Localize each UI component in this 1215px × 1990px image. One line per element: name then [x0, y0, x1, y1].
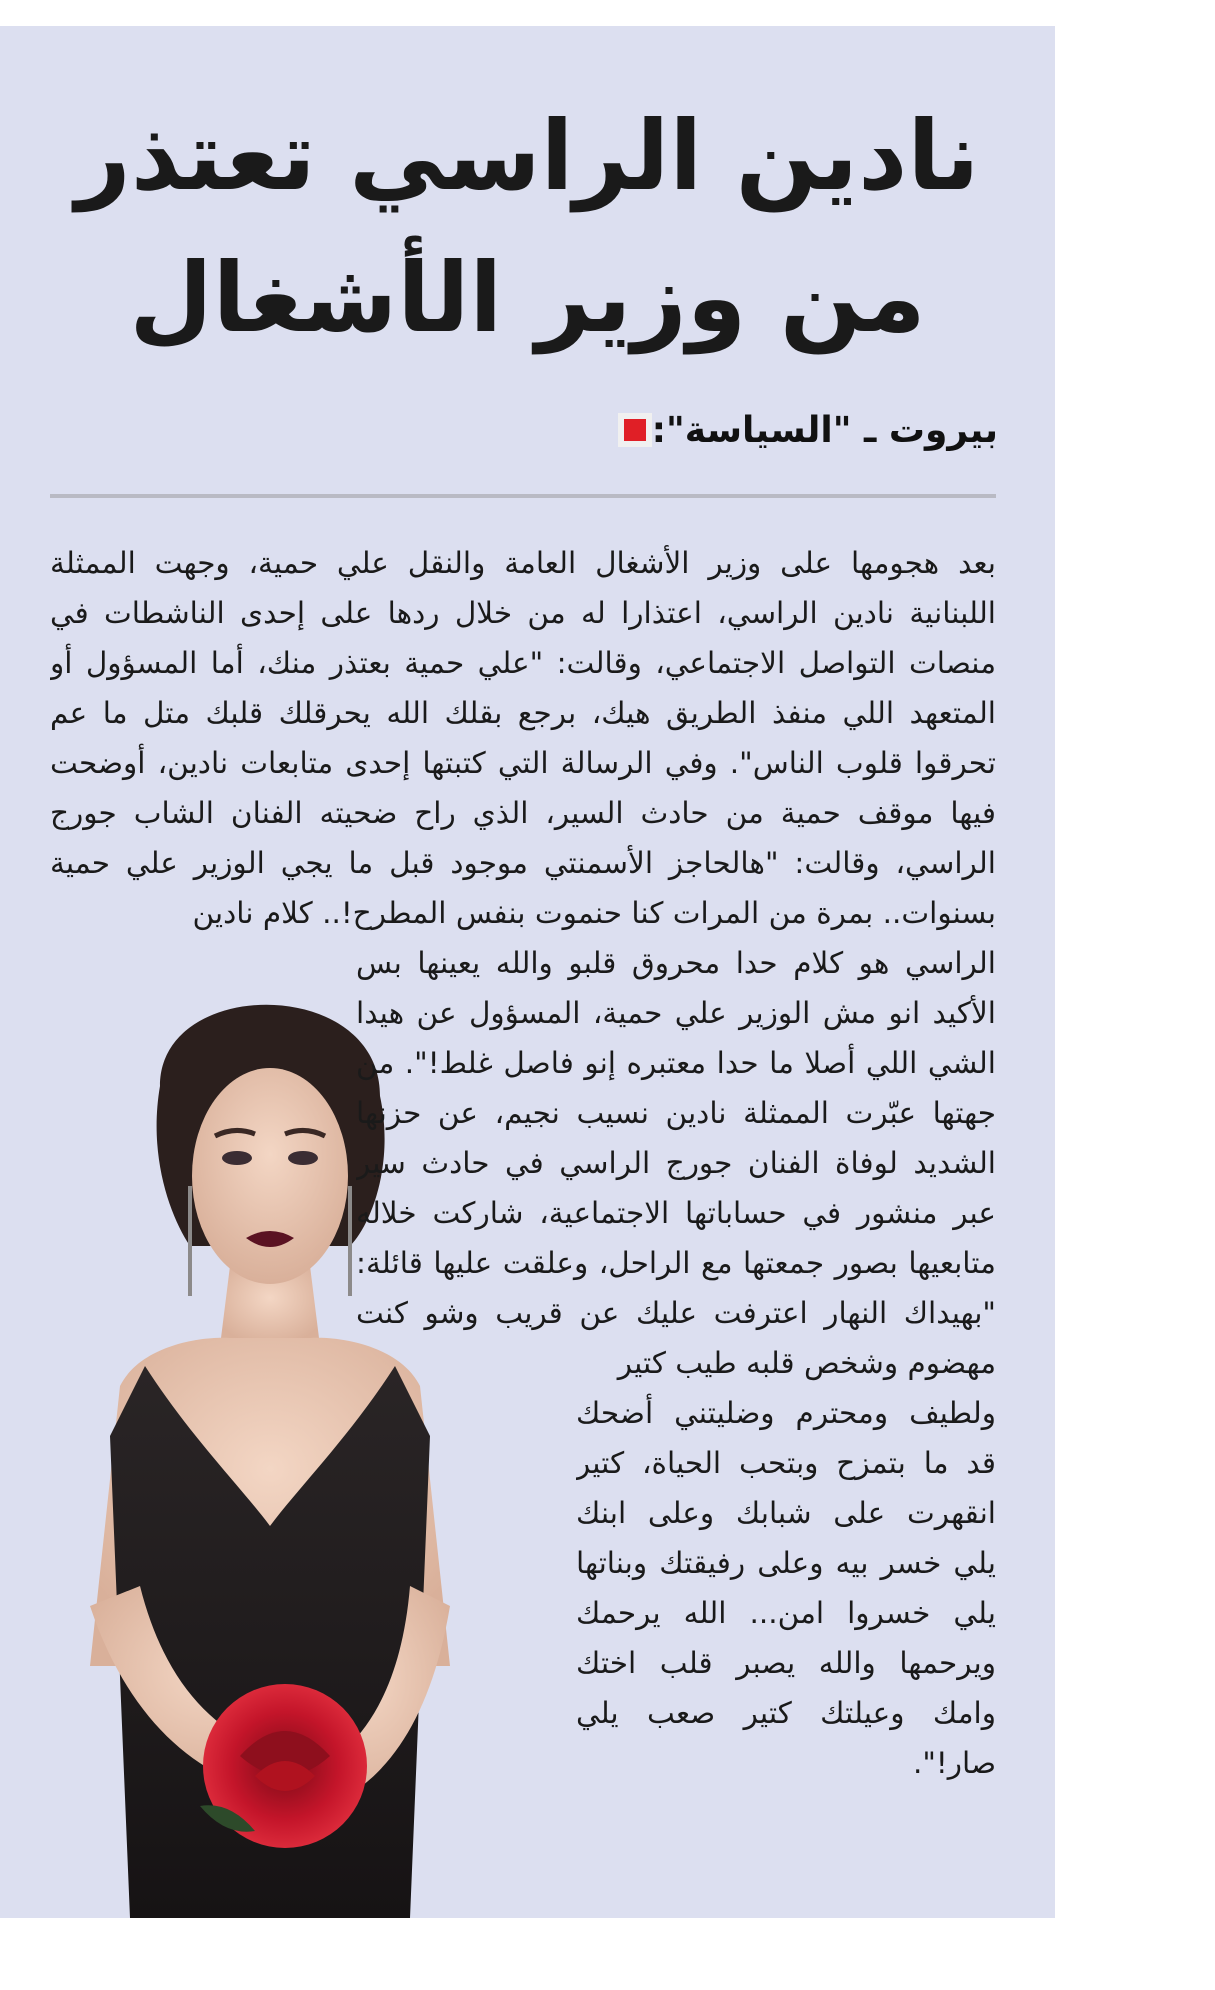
paragraph-wrap-around-photo: الراسي هو كلام حدا محروق قلبو والله يعينها بس الأكيد انو مش الوزير علي حمية، المسؤول عن هيدا الشي اللي أصلا ما حدا معتبره إنو فاصل غلط!". من جهتها عبّرت الممثلة نادين نسيب نجيم، عن حزنها الشديد لوفاة الفنان جورج الراسي في حادث سير عبر منشور في حساباتها الاجتماعية، شاركت خلاله متابعيها بصور جمعتها مع الراحل، وعلقت عليها قائلة: "بهيداك النهار اعترفت عليك عن قريب وشو كنت مهضوم وشخص قلبه طيب كتير: [356, 946, 996, 1380]
dateline-text: بيروت ـ "السياسة":: [651, 409, 998, 451]
red-square-marker-icon: [618, 413, 652, 447]
headline-line-2: من وزير الأشغال: [129, 242, 926, 354]
paragraph-full-width: بعد هجومها على وزير الأشغال العامة والنقل علي حمية، وجهت الممثلة اللبنانية نادين الراسي، اعتذارا له من خلال ردها على إحدى الناشطات في منصات التواصل الاجتماعي، وقالت: "علي حمية بعتذر منك، أما المسؤول أو المتعهد اللي منفذ الطريق هيك، برجع بقلك الله يحرقلك قلبك متل ما عم تحرقوا قلوب الناس". وفي الرسالة التي كتبتها إحدى متابعات نادين، أوضحت فيها موقف حمية من حادث السير، الذي راح ضحيته الفنان الشاب جورج الراسي، وقالت: "هالحاجز الأسمنتي موجود قبل ما يجي الوزير علي حمية بسنوات.. بمرة من المرات كنا حنموت بنفس المطرح!.. كلام نادين: [50, 546, 996, 930]
paragraph-wrap-around-photo-lower: ولطيف ومحترم وضليتني أضحك قد ما بتمزح وبتحب الحياة، كتير انقهرت على شبابك وعلى ابنك يلي خسر بيه وعلى رفيقتك وبناتها يلي خسروا امن... الله يرحمك ويرحمها والله يصبر قلب اختك وامك وعيلتك كتير صعب يلي صار!".: [576, 1396, 996, 1780]
dateline: [600, 400, 998, 460]
article-panel: [0, 26, 1055, 1918]
headline-line-1: نادين الراسي تعتذر: [75, 100, 980, 212]
article-body: [50, 538, 996, 1788]
divider-rule: [50, 494, 996, 498]
